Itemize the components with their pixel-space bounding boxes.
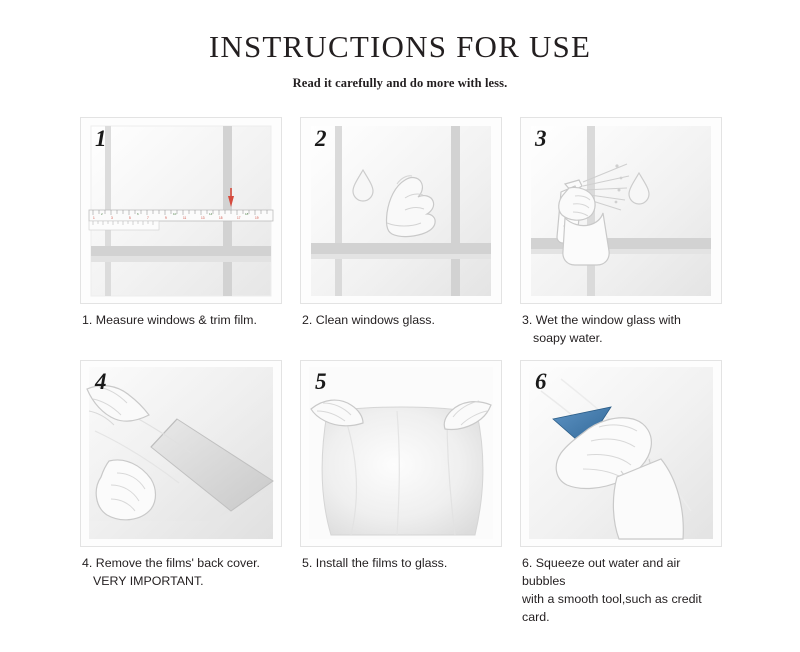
applying-film-to-glass-illustration	[301, 361, 501, 546]
svg-text:15: 15	[219, 216, 223, 221]
step-5-caption	[300, 555, 500, 573]
page-title: INSTRUCTIONS FOR USE	[208, 29, 592, 64]
svg-text:5: 5	[129, 216, 131, 221]
step-1-caption	[80, 312, 280, 330]
svg-text:11: 11	[183, 216, 187, 221]
svg-text:2: 2	[101, 212, 103, 217]
peeling-film-backing-illustration	[81, 361, 281, 546]
step-3-caption-line2: soapy water.	[533, 331, 603, 346]
step-2-number: 2	[315, 126, 327, 152]
step-6-caption-line1: 6. Squeeze out water and air bubbles	[522, 556, 681, 589]
svg-text:10: 10	[173, 212, 177, 217]
step-4-caption	[80, 555, 280, 591]
hand-cleaning-window-illustration	[301, 118, 501, 303]
step-6-number: 6	[535, 369, 547, 395]
step-1	[80, 117, 280, 348]
step-4-caption-line1: 4. Remove the films' back cover.	[82, 556, 260, 571]
svg-text:13: 13	[201, 216, 205, 221]
step-2	[300, 117, 500, 348]
step-6	[520, 360, 720, 627]
squeegee-bubbles-illustration	[521, 361, 721, 546]
step-3-caption	[520, 312, 720, 348]
svg-text:9: 9	[165, 216, 167, 221]
step-5-image	[300, 360, 502, 547]
step-3	[520, 117, 720, 348]
step-4-caption-line2: VERY IMPORTANT.	[93, 574, 204, 589]
svg-text:19: 19	[255, 216, 259, 221]
svg-text:14: 14	[209, 212, 213, 217]
svg-text:1: 1	[93, 216, 95, 221]
step-2-image	[300, 117, 502, 304]
page-header	[0, 0, 800, 91]
step-5-caption-line1: 5. Install the films to glass.	[302, 556, 448, 571]
step-6-caption-line2: with a smooth tool,such as credit card.	[522, 592, 702, 625]
step-1-caption-line1: 1. Measure windows & trim film.	[82, 313, 257, 328]
step-4-image	[80, 360, 282, 547]
step-3-number: 3	[535, 126, 547, 152]
step-4	[80, 360, 280, 627]
svg-text:6: 6	[137, 212, 139, 217]
spray-bottle-window-illustration	[521, 118, 721, 303]
svg-text:17: 17	[237, 216, 241, 221]
svg-text:3: 3	[111, 216, 113, 221]
steps-grid	[80, 117, 720, 627]
svg-text:18: 18	[245, 212, 249, 217]
step-6-image	[520, 360, 722, 547]
window-with-ruler-illustration	[81, 118, 281, 303]
step-6-caption	[520, 555, 720, 627]
step-5	[300, 360, 500, 627]
step-2-caption	[300, 312, 500, 330]
step-1-number: 1	[95, 126, 107, 152]
step-5-number: 5	[315, 369, 327, 395]
step-2-caption-line1: 2. Clean windows glass.	[302, 313, 435, 328]
step-1-image	[80, 117, 282, 304]
svg-text:7: 7	[147, 216, 149, 221]
page-subtitle: Read it carefully and do more with less.	[292, 76, 508, 91]
step-3-image	[520, 117, 722, 304]
step-3-caption-line1: 3. Wet the window glass with	[522, 313, 681, 328]
step-4-number: 4	[95, 369, 107, 395]
